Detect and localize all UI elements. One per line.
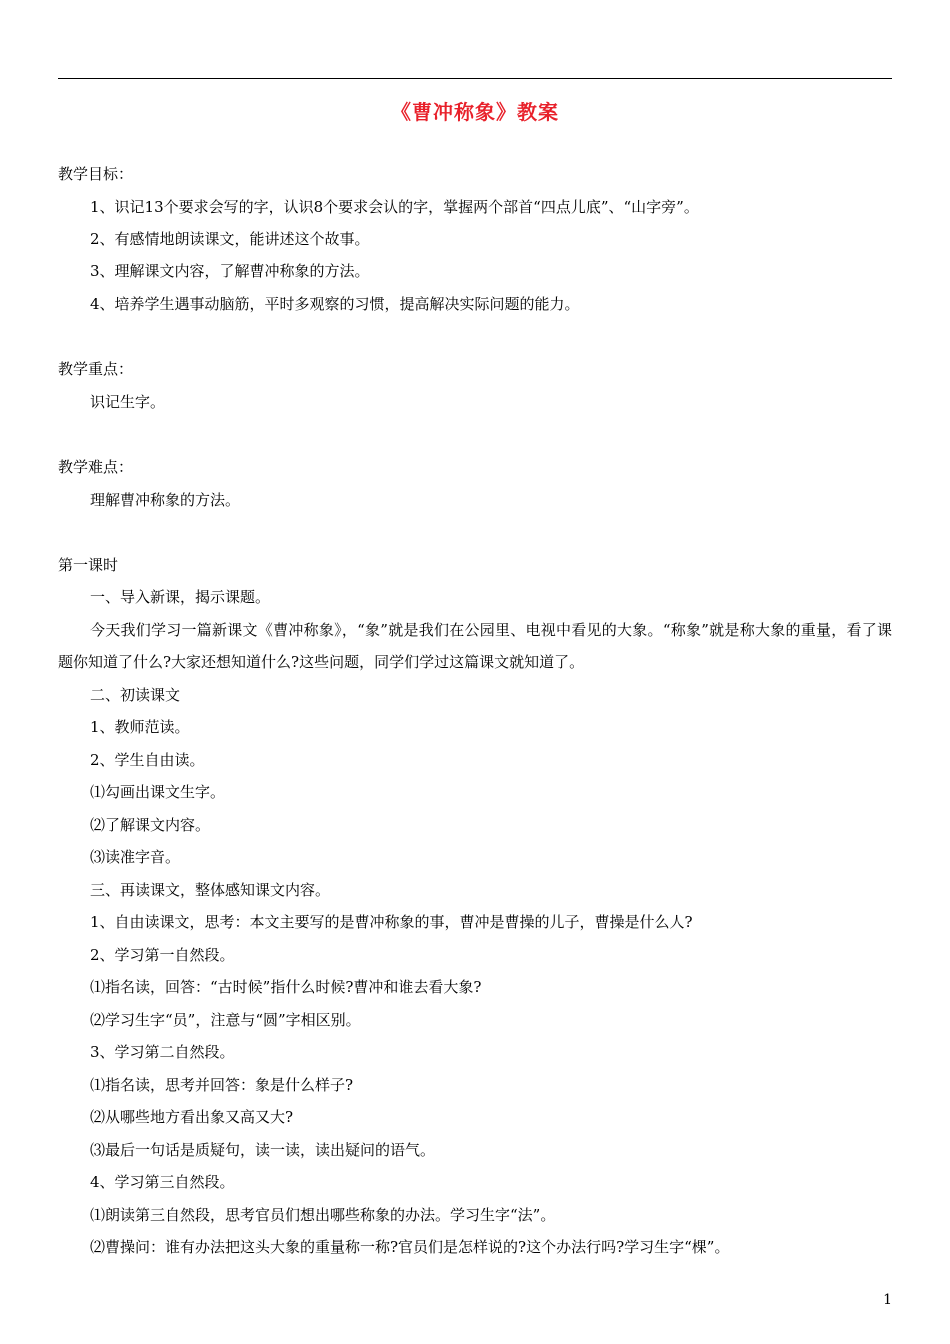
section-3-item: ⑴指名读，回答：“古时候”指什么时候?曹冲和谁去看大象?: [90, 978, 482, 996]
difficulties-heading: 教学难点：: [58, 458, 134, 476]
key-points-heading: 教学重点：: [58, 360, 134, 378]
objectives-heading: 教学目标：: [58, 165, 134, 183]
section-3-item: 1、自由读课文，思考：本文主要写的是曹冲称象的事，曹冲是曹操的儿子，曹操是什么人?: [90, 913, 693, 931]
section-2-title: 二、初读课文: [90, 686, 181, 704]
section-3-item: 3、学习第二自然段。: [90, 1043, 235, 1061]
section-2-item: 2、学生自由读。: [90, 751, 205, 769]
page-number: 1: [883, 1292, 892, 1308]
section-3-item: ⑵曹操问：谁有办法把这头大象的重量称一称?官员们是怎样说的?这个办法行吗?学习生字“棵”。: [90, 1238, 730, 1256]
objective-item: 1、识记13个要求会写的字，认识8个要求会认的字，掌握两个部首“四点儿底”、“山字旁”。: [90, 198, 699, 216]
objective-item: 4、培养学生遇事动脑筋，平时多观察的习惯，提高解决实际问题的能力。: [90, 295, 580, 313]
section-2-item: ⑵了解课文内容。: [90, 816, 211, 834]
objective-item: 3、理解课文内容，了解曹冲称象的方法。: [90, 262, 370, 280]
objective-item: 2、有感情地朗读课文，能讲述这个故事。: [90, 230, 370, 248]
key-points-text: 识记生字。: [90, 393, 166, 411]
section-3-item: 2、学习第一自然段。: [90, 946, 235, 964]
document-title: 《曹冲称象》教案: [391, 100, 559, 124]
section-3-item: ⑵从哪些地方看出象又高又大?: [90, 1108, 294, 1126]
difficulties-text: 理解曹冲称象的方法。: [90, 491, 241, 509]
intro-paragraph: 今天我们学习一篇新课文《曹冲称象》，“象”就是我们在公园里、电视中看见的大象。“称象”就是称大象的重量，看了课题你知道了什么?大家还想知道什么?这些问题，同学们学过这篇课文就知道了。: [58, 621, 892, 671]
header-rule: [58, 78, 892, 79]
section-3-item: ⑴指名读，思考并回答：象是什么样子?: [90, 1076, 354, 1094]
section-2-item: ⑴勾画出课文生字。: [90, 783, 226, 801]
section-1-title: 一、导入新课，揭示课题。: [90, 588, 271, 606]
section-2-item: 1、教师范读。: [90, 718, 190, 736]
lesson-heading: 第一课时: [58, 556, 119, 574]
section-3-item: ⑵学习生字“员”，注意与“圆”字相区别。: [90, 1011, 361, 1029]
section-3-item: ⑶最后一句话是质疑句，读一读，读出疑问的语气。: [90, 1141, 436, 1159]
section-3-item: 4、学习第三自然段。: [90, 1173, 235, 1191]
section-3-title: 三、再读课文，整体感知课文内容。: [90, 881, 331, 899]
section-2-item: ⑶读准字音。: [90, 848, 181, 866]
section-3-item: ⑴朗读第三自然段，思考官员们想出哪些称象的办法。学习生字“法”。: [90, 1206, 556, 1224]
